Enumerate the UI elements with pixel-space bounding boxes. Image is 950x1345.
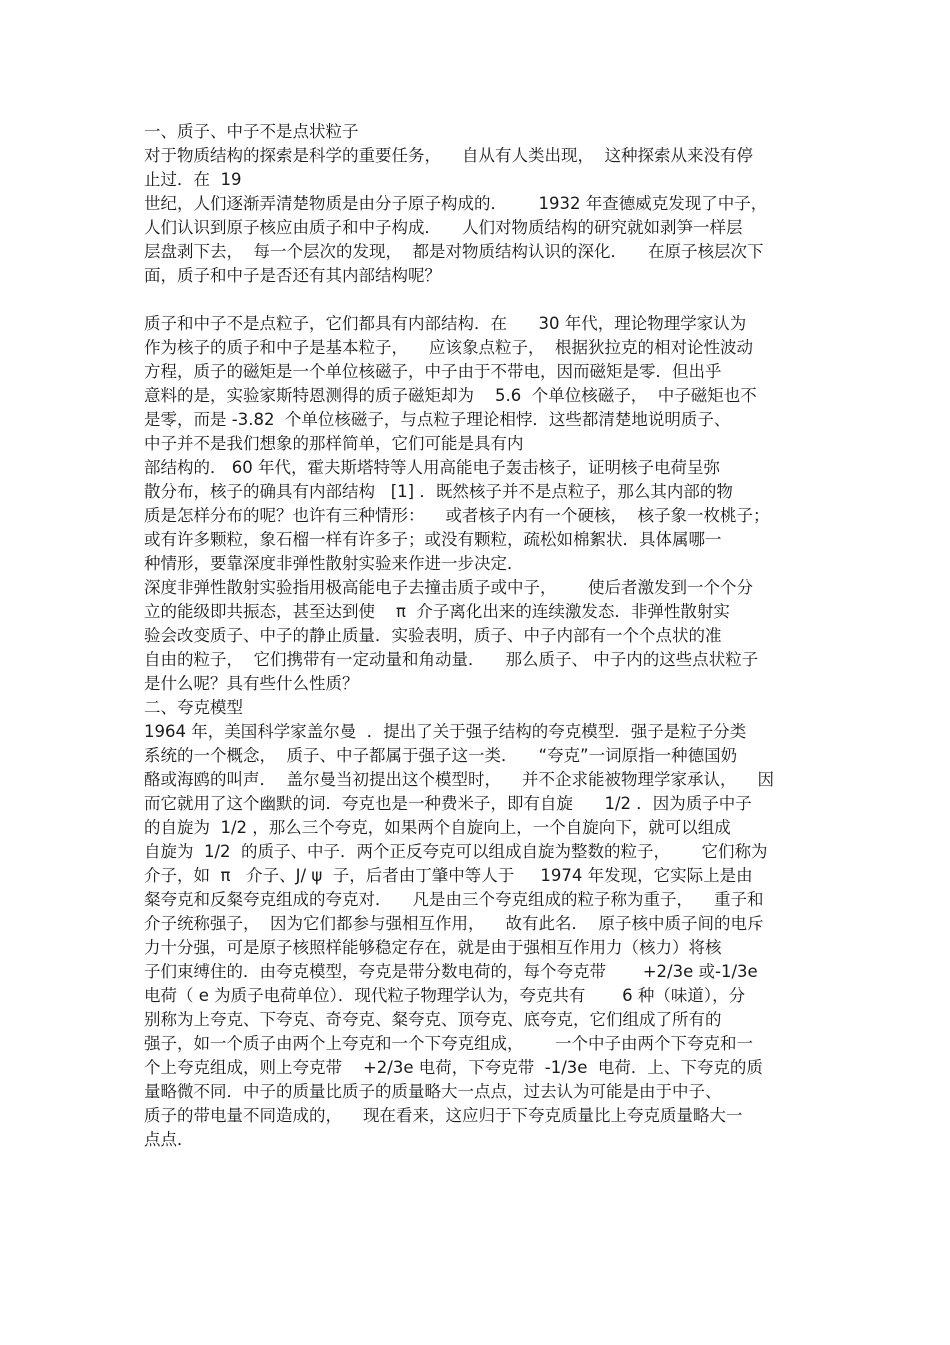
text-line: 人们认识到原子核应由质子和中子构成． 人们对物质结构的研究就如剥笋一样层 [144,218,743,237]
blank-line [144,288,824,312]
text-line: 别称为上夸克、下夸克、奇夸克、粲夸克、顶夸克、底夸克，它们组成了所有的 [144,1010,722,1029]
text-line: 强子，如一个质子由两个上夸克和一个下夸克组成， 一个中子由两个下夸克和一 [144,1034,753,1053]
text-line: 的自旋为 1/2 ，那么三个夸克，如果两个自旋向上，一个自旋向下，就可以组成 [144,818,731,837]
text-line: 层盘剥下去， 每一个层次的发现， 都是对物质结构认识的深化． 在原子核层次下 [144,242,764,261]
text-line: 中子并不是我们想象的那样简单，它们可能是具有内 [144,434,524,453]
text-line: 质子和中子不是点粒子，它们都具有内部结构．在 30 年代，理论物理学家认为 [144,314,747,333]
text-line: 系统的一个概念， 质子、中子都属于强子这一类． “夸克”一词原指一种德国奶 [144,746,738,765]
text-line: 验会改变质子、中子的静止质量．实验表明，质子、中子内部有一个个点状的准 [144,626,722,645]
text-line: 自由的粒子， 它们携带有一定动量和角动量． 那么质子、 中子内的这些点状粒子 [144,650,759,669]
text-line: 立的能级即共振态，甚至达到使 π 介子离化出来的连续激发态．非弹性散射实 [144,602,730,621]
text-line: 质是怎样分布的呢？也许有三种情形： 或者核子内有一个硬核， 核子象一枚桃子； [144,506,770,525]
text-line: 酪或海鸥的叫声． 盖尔曼当初提出这个模型时， 并不企求能被物理学家承认， 因 [144,770,774,789]
text-line: 是零，而是 -3.82 个单位核磁子，与点粒子理论相悖．这些都清楚地说明质子、 [144,410,731,429]
text-line: 种情形，要靠深度非弹性散射实验来作进一步决定． [144,554,524,573]
text-line: 电荷（ e 为质子电荷单位）．现代粒子物理学认为，夸克共有 6 种（味道），分 [144,986,746,1005]
text-line: 个上夸克组成，则上夸克带 +2/3e 电荷，下夸克带 -1/3e 电荷．上、下夸克的质 [144,1058,763,1077]
text-line: 世纪，人们逐渐弄清楚物质是由分子原子构成的． 1932 年查德威克发现了中子， [144,194,768,213]
text-line: 意料的是，实验家斯特恩测得的质子磁矩却为 5.6 个单位核磁子， 中子磁矩也不 [144,386,757,405]
text-line: 对于物质结构的探索是科学的重要任务， 自从有人类出现， 这种探索从来没有停 [144,146,753,165]
text-line: 止过．在 19 [144,170,242,189]
text-line: 量略微不同．中子的质量比质子的质量略大一点点，过去认为可能是由于中子、 [144,1082,722,1101]
text-line: 部结构的． 60 年代，霍夫斯塔特等人用高能电子轰击核子，证明核子电荷呈弥 [144,458,720,477]
text-line: 作为核子的质子和中子是基本粒子， 应该象点粒子， 根据狄拉克的相对论性波动 [144,338,753,357]
text-line: 质子的带电量不同造成的， 现在看来，这应归于下夸克质量比上夸克质量略大一 [144,1106,743,1125]
section-heading-2: 二、夸克模型 [144,698,243,717]
text-line: 或有许多颗粒，象石榴一样有许多子；或没有颗粒，疏松如棉絮状．具体属哪一 [144,530,722,549]
document-body [144,120,824,1152]
text-line: 子们束缚住的．由夸克模型，夸克是带分数电荷的，每个夸克带 +2/3e 或-1/3e [144,962,758,981]
text-line: 力十分强，可是原子核照样能够稳定存在，就是由于强相互作用力（核力）将核 [144,938,722,957]
text-line: 而它就用了这个幽默的词．夸克也是一种费米子，即有自旋 1/2 ．因为质子中子 [144,794,752,813]
text-line: 自旋为 1/2 的质子、中子．两个正反夸克可以组成自旋为整数的粒子， 它们称为 [144,842,768,861]
text-line: 方程，质子的磁矩是一个单位核磁子，中子由于不带电，因而磁矩是零．但出乎 [144,362,722,381]
text-line: 1964 年，美国科学家盖尔曼 ．提出了关于强子结构的夸克模型．强子是粒子分类 [144,722,747,741]
text-line: 介子，如 π 介子、J/ ψ 子，后者由丁肇中等人于 1974 年发现，它实际上是由 [144,866,753,885]
text-line: 散分布，核子的确具有内部结构 [1] ．既然核子并不是点粒子，那么其内部的物 [144,482,733,501]
text-line: 面，质子和中子是否还有其内部结构呢？ [144,266,441,285]
section-heading-1: 一、质子、中子不是点状粒子 [144,122,359,141]
text-line: 介子统称强子， 因为它们都参与强相互作用， 故有此名． 原子核中质子间的电斥 [144,914,764,933]
text-line: 是什么呢？具有些什么性质？ [144,674,359,693]
text-line: 粲夸克和反粲夸克组成的夸克对． 凡是由三个夸克组成的粒子称为重子， 重子和 [144,890,764,909]
text-line: 深度非弹性散射实验指用极高能电子去撞击质子或中子， 使后者激发到一个个分 [144,578,753,597]
text-line: 点点． [144,1130,194,1149]
